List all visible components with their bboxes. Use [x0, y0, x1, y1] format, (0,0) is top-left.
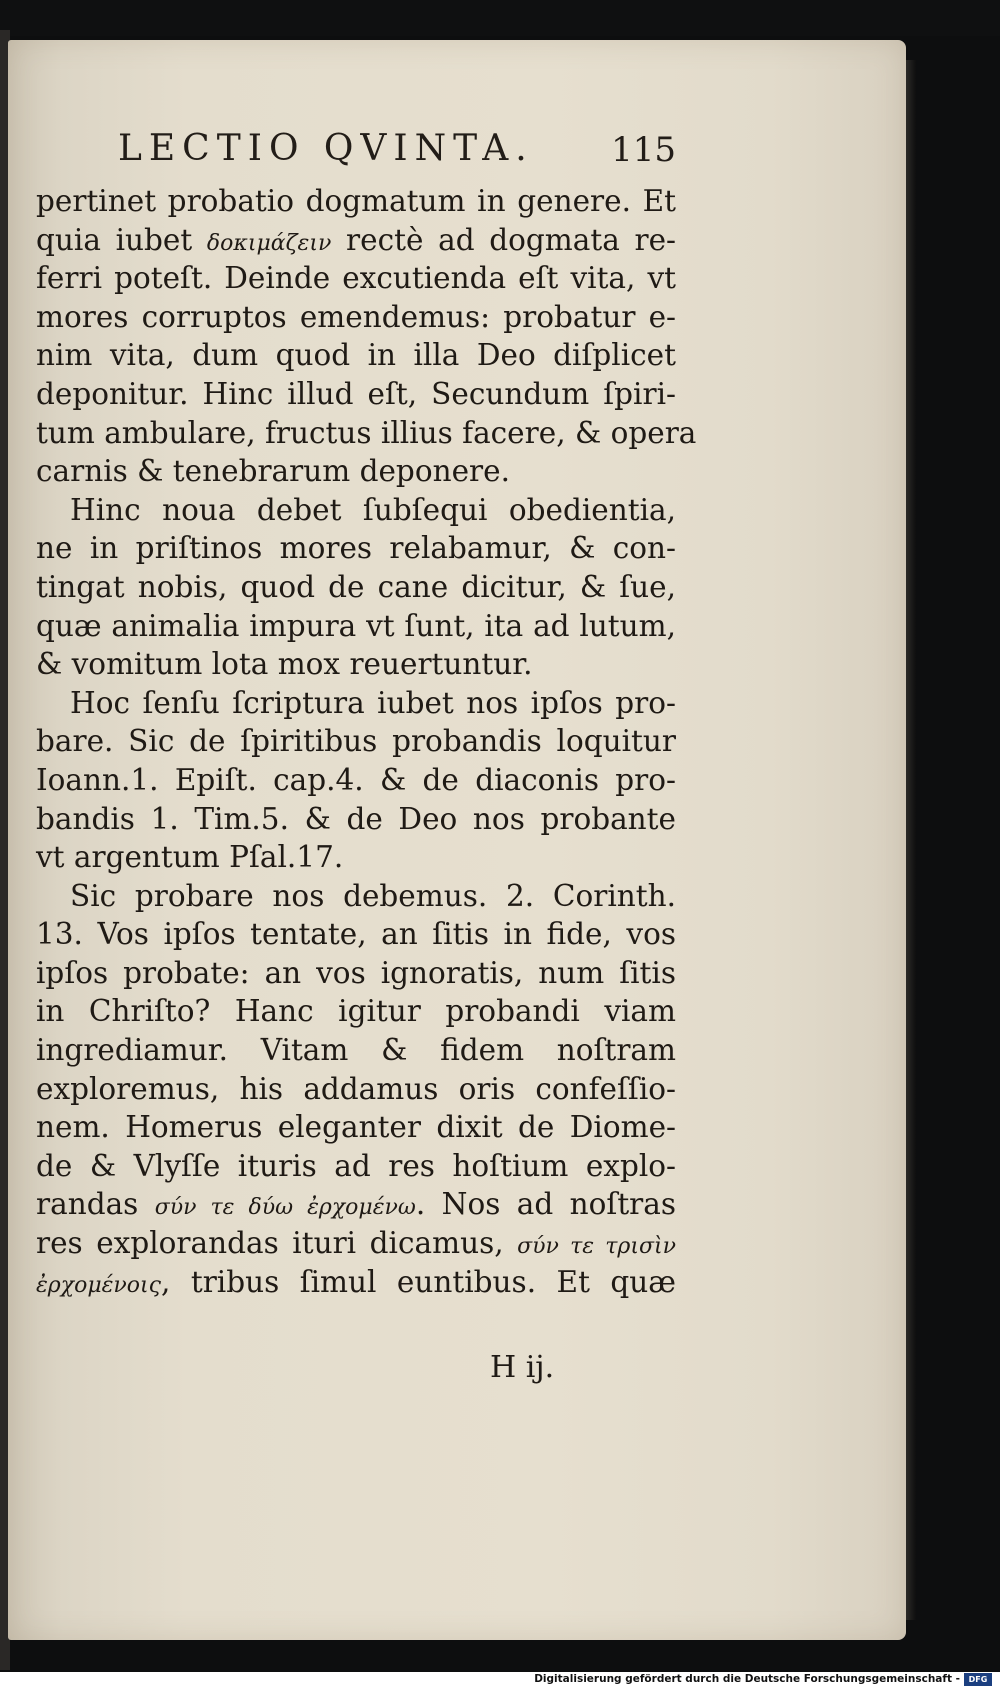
line-segment: deponitur. Hinc illud eſt, Secundum ſpiri- [36, 376, 676, 411]
text-line [36, 452, 676, 491]
signature-mark: H ij. [490, 1350, 555, 1385]
text-line [36, 529, 676, 568]
line-segment: bare. Sic de ſpiritibus probandis loquitur [36, 724, 676, 759]
text-line [36, 954, 676, 993]
line-segment: quia iubet [36, 222, 207, 257]
line-segment: ingrediamur. Vitam & fidem noſtram [36, 1033, 676, 1068]
text-line [36, 722, 676, 761]
text-line [36, 375, 676, 414]
text-line [36, 684, 676, 723]
line-segment: nim vita, dum quod in illa Deo diſplicet [36, 338, 676, 373]
line-segment: 13. Vos ipſos tentate, an ſitis in fide, vos [36, 917, 676, 952]
line-segment: Hoc ſenſu ſcriptura iubet nos ipſos pro- [70, 685, 676, 720]
line-segment: rectè ad dogmata re- [331, 222, 676, 257]
text-line [36, 607, 676, 646]
line-segment: carnis & tenebrarum deponere. [36, 454, 510, 489]
text-line [36, 568, 676, 607]
text-line [36, 221, 676, 260]
line-segment: ne in priſtinos mores relabamur, & con- [36, 531, 676, 566]
page-number: 115 [611, 130, 676, 170]
line-segment: . Nos ad noſtras [415, 1187, 676, 1222]
text-line [36, 491, 676, 530]
line-segment: pertinet probatio dogmatum in genere. Et [36, 184, 676, 218]
text-line [36, 1263, 676, 1302]
running-head: LECTIO QVINTA. [118, 128, 534, 169]
line-segment: nem. Homerus eleganter dixit de Diome- [36, 1110, 676, 1145]
line-segment: tingat nobis, quod de cane dicitur, & ſue, [36, 569, 676, 604]
text-line [36, 992, 676, 1031]
text-line [36, 1031, 676, 1070]
text-line [36, 414, 697, 453]
line-segment: res explorandas ituri dicamus, [36, 1226, 518, 1261]
page-header [118, 128, 678, 176]
body-text [36, 182, 697, 1301]
text-line [36, 645, 676, 684]
greek-phrase: σύν τε τρισὶν [517, 1234, 676, 1260]
text-line [36, 800, 676, 839]
text-line [36, 1224, 676, 1263]
line-segment: & vomitum lota mox reuertuntur. [36, 647, 533, 682]
text-line [36, 1147, 676, 1186]
line-segment: de & Vlyſſe ituris ad res hoſtium explo- [36, 1148, 676, 1183]
text-line [36, 336, 676, 375]
line-segment: tum ambulare, fructus illius facere, & opera [36, 415, 697, 450]
line-segment: , tribus ſimul euntibus. Et quæ [161, 1264, 676, 1299]
line-segment: bandis 1. Tim.5. & de Deo nos probante [36, 801, 676, 836]
scanner-background-top [0, 0, 1000, 36]
text-line [36, 259, 676, 298]
text-line [36, 298, 676, 337]
text-line [36, 1070, 676, 1109]
greek-phrase: δοκιμάζειν [206, 230, 332, 256]
greek-phrase: ἐρχομένοις [36, 1272, 161, 1298]
text-line [36, 877, 676, 916]
text-line [36, 838, 676, 877]
line-segment: Hinc noua debet ſubſequi obedientia, [70, 492, 676, 527]
text-line [36, 182, 676, 221]
line-segment: ipſos probate: an vos ignoratis, num ſitis [36, 955, 676, 990]
line-segment: quæ animalia impura vt ſunt, ita ad lutum, [36, 608, 676, 643]
line-segment: randas [36, 1187, 155, 1222]
line-segment: in Chriſto? Hanc igitur probandi viam [36, 994, 676, 1029]
greek-phrase: σύν τε δύω ἐρχομένω [154, 1195, 416, 1221]
text-line [36, 1185, 676, 1224]
line-segment: mores corruptos emendemus: probatur e- [36, 299, 676, 334]
text-line [36, 1108, 676, 1147]
funding-credit: Digitalisierung gefördert durch die Deutsche Forschungsgemeinschaft - [534, 1673, 960, 1685]
line-segment: exploremus, his addamus oris confeſſio- [36, 1071, 676, 1106]
dfg-logo: DFG [964, 1673, 992, 1686]
text-line [36, 761, 676, 800]
line-segment: Sic probare nos debemus. 2. Corinth. [70, 878, 676, 913]
text-line [36, 915, 676, 954]
line-segment: ferri poteſt. Deinde excutienda eſt vita, vt [36, 261, 676, 296]
line-segment: Ioann.1. Epiſt. cap.4. & de diaconis pro- [36, 762, 676, 797]
line-segment: vt argentum Pſal.17. [36, 840, 344, 875]
page-edge-shadow [906, 60, 916, 1620]
